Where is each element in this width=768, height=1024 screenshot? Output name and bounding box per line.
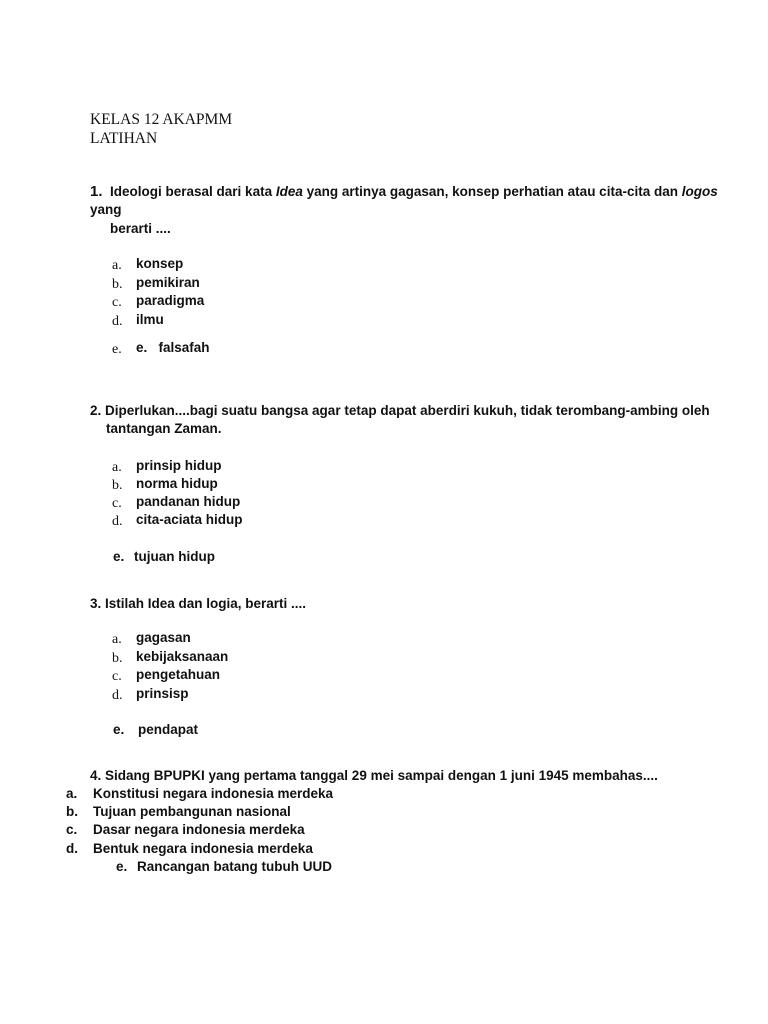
question-4-option-d-text: Bentuk negara indonesia merdeka bbox=[93, 841, 313, 856]
question-1-option-b bbox=[112, 275, 123, 293]
question-1-option-e-text: e. falsafah bbox=[136, 340, 210, 355]
question-3-option-d-text: prinsisp bbox=[136, 686, 189, 701]
question-1-line-1 bbox=[90, 183, 718, 200]
question-1-text-b: yang artinya gagasan, konsep perhatian atau cita-cita dan bbox=[302, 184, 682, 199]
question-1-option-c bbox=[112, 293, 122, 311]
question-3-option-e: e. bbox=[113, 722, 125, 737]
question-2-option-b-text: norma hidup bbox=[136, 476, 218, 491]
question-1-option-b-text: pemikiran bbox=[136, 275, 200, 290]
question-3-option-c bbox=[112, 667, 122, 685]
question-2-option-b bbox=[112, 476, 123, 494]
question-3-option-b-text: kebijaksanaan bbox=[136, 649, 229, 664]
option-letter: a. bbox=[112, 632, 122, 647]
question-3-option-c-text: pengetahuan bbox=[136, 667, 221, 682]
question-3-option-a bbox=[112, 630, 122, 648]
question-1-text-a: Ideologi berasal dari kata bbox=[102, 184, 276, 199]
question-4-option-a-text: Konstitusi negara indonesia merdeka bbox=[93, 786, 334, 801]
question-1-option-d-text: ilmu bbox=[136, 312, 164, 327]
question-1-logos: logos bbox=[681, 184, 718, 199]
question-2-option-e-text: tujuan hidup bbox=[134, 549, 215, 564]
question-3-line-1: 3. Istilah Idea dan logia, berarti .... bbox=[90, 596, 307, 611]
option-letter: b. bbox=[112, 478, 123, 493]
question-3-option-b bbox=[112, 649, 123, 667]
question-4-option-e-text: Rancangan batang tubuh UUD bbox=[137, 859, 332, 874]
question-2-option-c bbox=[112, 494, 122, 512]
question-2-option-a bbox=[112, 458, 122, 476]
question-1-option-d bbox=[112, 312, 123, 330]
question-1-line-3: berarti .... bbox=[110, 221, 171, 236]
question-3-option-a-text: gagasan bbox=[136, 630, 191, 645]
question-4-option-c-text: Dasar negara indonesia merdeka bbox=[93, 822, 305, 837]
question-1-line-2: yang bbox=[90, 202, 122, 217]
option-letter: a. bbox=[112, 258, 122, 273]
question-3-option-d bbox=[112, 686, 123, 704]
question-4-option-b: b. bbox=[66, 804, 78, 819]
question-2-option-d bbox=[112, 512, 123, 530]
question-4-option-c: c. bbox=[66, 822, 78, 837]
question-1-option-a bbox=[112, 256, 122, 274]
question-1-idea: Idea bbox=[275, 184, 303, 199]
question-4-option-a: a. bbox=[66, 786, 78, 801]
option-letter: c. bbox=[112, 669, 122, 684]
question-2-line-1: 2. Diperlukan....bagi suatu bangsa agar tetap dapat aberdiri kukuh, tidak terombang-ambing oleh bbox=[90, 403, 710, 418]
question-4-option-b-text: Tujuan pembangunan nasional bbox=[93, 804, 291, 819]
option-letter: d. bbox=[112, 514, 123, 529]
option-letter: c. bbox=[112, 295, 122, 310]
question-3-option-e-text: pendapat bbox=[138, 722, 199, 737]
question-2-line-2: tantangan Zaman. bbox=[106, 421, 222, 436]
question-4-option-e: e. bbox=[116, 859, 128, 874]
option-letter: d. bbox=[112, 688, 123, 703]
question-2-option-e: e. bbox=[113, 549, 125, 564]
question-2-option-c-text: pandanan hidup bbox=[136, 494, 241, 509]
question-2-option-d-text: cita-aciata hidup bbox=[136, 512, 243, 527]
option-letter: b. bbox=[112, 651, 123, 666]
option-letter: d. bbox=[112, 314, 123, 329]
question-4-line-1: 4. Sidang BPUPKI yang pertama tanggal 29 mei sampai dengan 1 juni 1945 membahas.... bbox=[90, 768, 658, 783]
option-letter: e. bbox=[112, 342, 122, 357]
question-2-option-a-text: prinsip hidup bbox=[136, 458, 222, 473]
question-1-option-e bbox=[112, 340, 122, 358]
option-letter: c. bbox=[112, 496, 122, 511]
question-1-option-c-text: paradigma bbox=[136, 293, 205, 308]
question-4-option-d: d. bbox=[66, 841, 78, 856]
question-1-number: 1. bbox=[90, 183, 103, 200]
option-letter: a. bbox=[112, 460, 122, 475]
option-letter: b. bbox=[112, 277, 123, 292]
question-1-option-a-text: konsep bbox=[136, 256, 184, 271]
exercise-heading: LATIHAN bbox=[90, 130, 158, 147]
class-heading: KELAS 12 AKAPMM bbox=[90, 111, 233, 128]
